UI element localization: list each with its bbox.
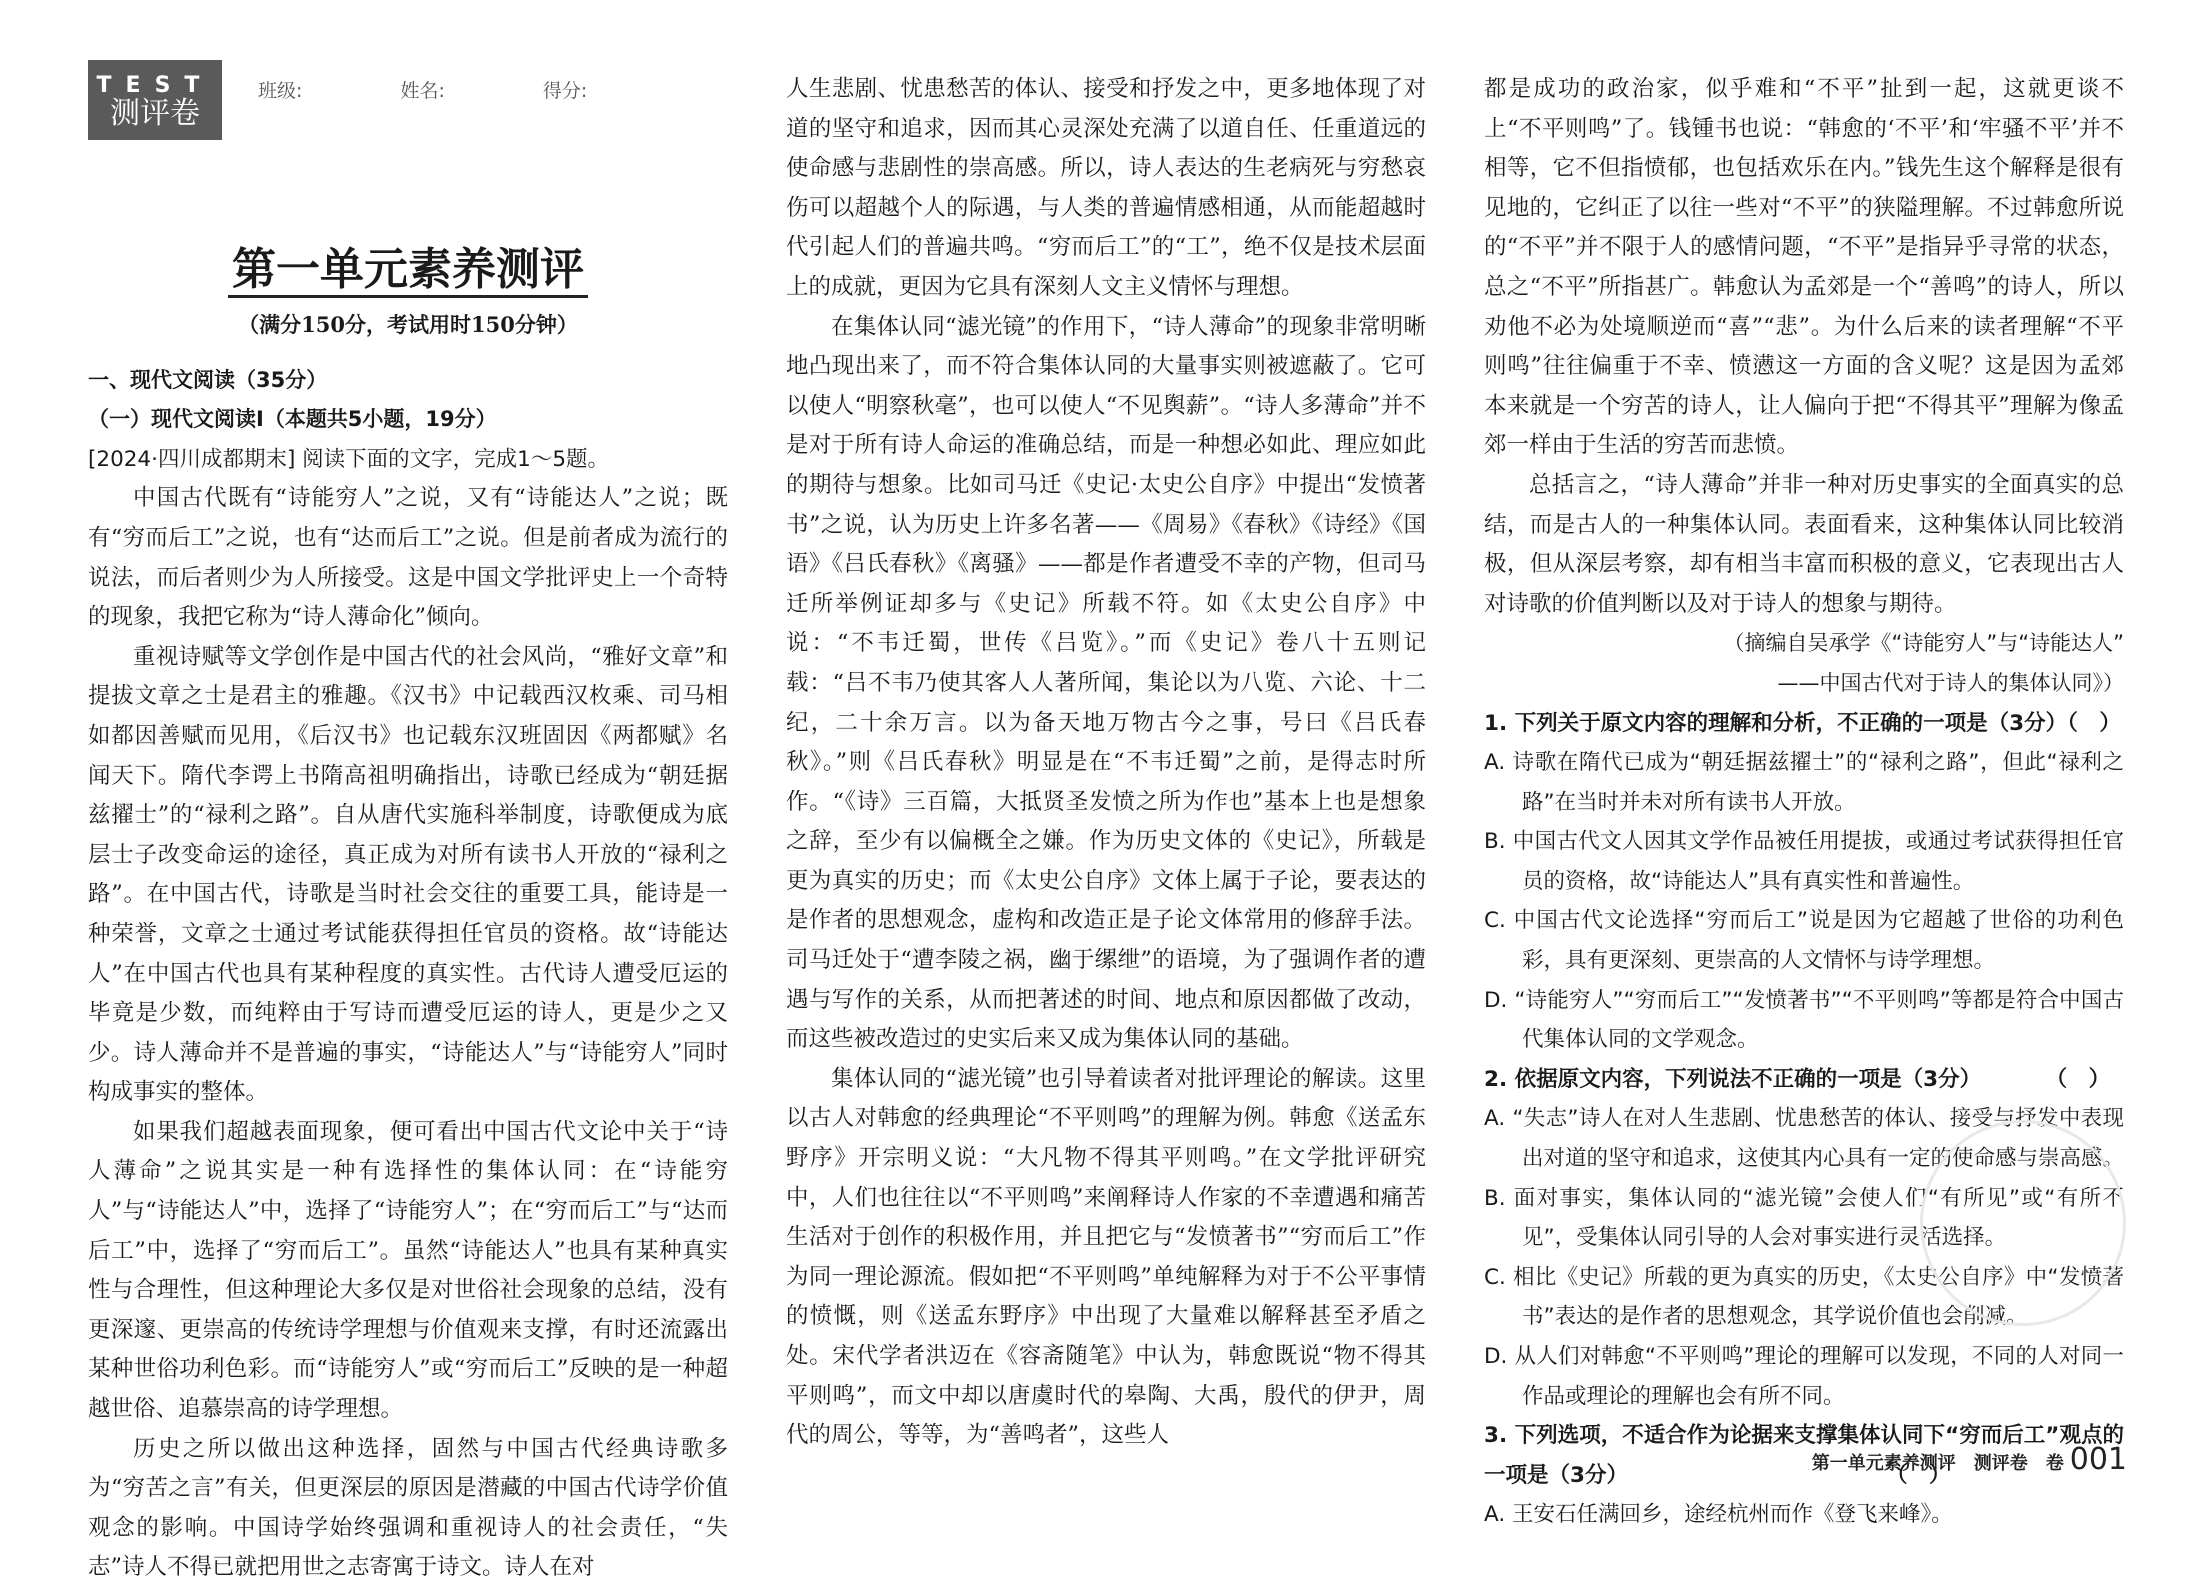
page-footer (1812, 1442, 2127, 1477)
logo-top-text: TEST (96, 73, 214, 98)
logo-name: 测评卷 (110, 96, 200, 131)
score-field-label: 得分: (542, 80, 588, 102)
question-1 (1484, 704, 2124, 1060)
column-left (88, 60, 728, 1588)
question-stem: 2. 依据原文内容，下列说法不正确的一项是（3分） （ ） (1484, 1066, 2111, 1092)
question-option: A. 诗歌在隋代已成为“朝廷据兹擢士”的“禄利之路”，但此“禄利之路”在当时并未对所有读书人开放。 (1484, 750, 2124, 815)
question-option: C. 相比《史记》所载的更为真实的历史，《太史公自序》中“发愤著书”表达的是作者的思想观念，其学说价值也会削减。 (1484, 1264, 2124, 1330)
question-option: A. 王安石任满回乡，途经杭州而作《登飞来峰》。 (1484, 1502, 1953, 1528)
citation-line: （摘编自吴承学《“诗能穷人”与“诗能达人” (1723, 631, 2124, 656)
page-subtitle: （满分150分，考试用时150分钟） (238, 312, 578, 337)
passage-paragraph: 都是成功的政治家，似乎难和“不平”扯到一起，这就更谈不上“不平则鸣”了。钱锺书也说：“韩愈的‘不平’和‘牢骚不平’并不相等，它不但指愤郁，也包括欢乐在内。”钱先生这个解释是很有见地的，它纠正了以往一些对“不平”的狭隘理解。不过韩愈所说的“不平”并不限于人的感情问题，“不平”是指异乎寻常的状态，总之“不平”所指甚广。韩愈认为孟郊是一个“善鸣”的诗人，所以劝他不必为处境顺逆而“喜”“悲”。为什么后来的读者理解“不平则鸣”往往偏重于不幸、愤懑这一方面的含义呢？这是因为孟郊本来就是一个穷苦的诗人，让人偏向于把“不得其平”理解为像孟郊一样由于生活的穷苦而悲愤。 (1484, 76, 2124, 459)
question-stem: 1. 下列关于原文内容的理解和分析，不正确的一项是（3分）（ ） (1484, 710, 2121, 736)
question-option: B. 中国古代文人因其文学作品被任用提拔，或通过考试获得担任官员的资格，故“诗能达人”具有真实性和普遍性。 (1484, 829, 2124, 894)
name-field-label: 姓名: (400, 80, 445, 102)
passage-paragraph: 总括言之，“诗人薄命”并非一种对历史事实的全面真实的总结，而是古人的一种集体认同。表面看来，这种集体认同比较消极，但从深层考察，却有相当丰富而积极的意义，它表现出古人对诗歌的价值判断以及对于诗人的想象与期待。 (1484, 471, 2124, 617)
column-middle (786, 70, 1426, 1456)
question-option: C. 中国古代文论选择“穷而后工”说是因为它超越了世俗的功利色彩，具有更深刻、更崇高的人文情怀与诗学理想。 (1484, 908, 2124, 974)
passage-paragraph: 人生悲剧、忧患愁苦的体认、接受和抒发之中，更多地体现了对道的坚守和追求，因而其心灵深处充满了以道自任、任重道远的使命感与悲剧性的崇高感。所以，诗人表达的生老病死与穷愁哀伤可以超越个人的际遇，与人类的普遍情感相通，从而能超越时代引起人们的普遍共鸣。“穷而后工”的“工”，绝不仅是技术层面上的成就，更因为它具有深刻人文主义情怀与理想。 (786, 76, 1426, 300)
student-fields (258, 72, 679, 112)
test-logo (88, 60, 222, 140)
passage-paragraph: 集体认同的“滤光镜”也引导着读者对批评理论的解读。这里以古人对韩愈的经典理论“不平则鸣”的理解为例。韩愈《送孟东野序》开宗明义说：“大凡物不得其平则鸣。”在文学批评研究中，人们也往往以“不平则鸣”来阐释诗人作家的不幸遭遇和痛苦生活对于创作的积极作用，并且把它与“发愤著书”“穷而后工”作为同一理论源流。假如把“不平则鸣”单纯解释为对于不公平事情的愤慨，则《送孟东野序》中出现了大量难以解释甚至矛盾之处。宋代学者洪迈在《容斋随笔》中认为，韩愈既说“物不得其平则鸣”，而文中却以唐虞时代的皋陶、大禹，殷代的伊尹，周代的周公，等等，为“善鸣者”，这些人 (786, 1065, 1426, 1449)
passage-paragraph: 重视诗赋等文学创作是中国古代的社会风尚，“雅好文章”和提拔文章之士是君主的雅趣。《汉书》中记载西汉枚乘、司马相如都因善赋而见用，《后汉书》也记载东汉班固因《两都赋》名闻天下。隋代李谔上书隋高祖明确指出，诗歌已经成为“朝廷据兹擢士”的“禄利之路”。自从唐代实施科举制度，诗歌便成为底层士子改变命运的途径，真正成为对所有读书人开放的“禄利之路”。在中国古代，诗歌是当时社会交往的重要工具，能诗是一种荣誉，文章之士通过考试能获得担任官员的资格。故“诗能达人”在中国古代也具有某种程度的真实性。古代诗人遭受厄运的毕竟是少数，而纯粹由于写诗而遭受厄运的诗人，更是少之又少。诗人薄命并不是普遍的事实，“诗能达人”与“诗能穷人”同时构成事实的整体。 (88, 643, 728, 1106)
class-field-label: 班级: (258, 80, 303, 102)
question-option: D. 从人们对韩愈“不平则鸣”理论的理解可以发现，不同的人对同一作品或理论的理解也会有所不同。 (1484, 1344, 2124, 1409)
question-option: B. 面对事实，集体认同的“滤光镜”会使人们“有所见”或“有所不见”，受集体认同引导的人会对事实进行灵活选择。 (1484, 1185, 2124, 1251)
question-option: D. “诗能穷人”“穷而后工”“发愤著书”“不平则鸣”等都是符合中国古代集体认同的文学观念。 (1484, 987, 2124, 1053)
question-stem: 3. 下列选项，不适合作为论据来支撑集体认同下“穷而后工”观点的一项是（3分） （ ） (1484, 1423, 2124, 1488)
passage-paragraph: 在集体认同“滤光镜”的作用下，“诗人薄命”的现象非常明晰地凸现出来了，而不符合集体认同的大量事实则被遮蔽了。它可以使人“明察秋毫”，也可以使人“不见舆薪”。“诗人多薄命”并不是对于所有诗人命运的准确总结，而是一种想必如此、理应如此的期待与想象。比如司马迁《史记·太史公自序》中提出“发愤著书”之说，认为历史上许多名著——《周易》《春秋》《诗经》《国语》《吕氏春秋》《离骚》——都是作者遭受不幸的产物，但司马迁所举例证却多与《史记》所载不符。如《太史公自序》中说：“不韦迁蜀，世传《吕览》。”而《史记》卷八十五则记载：“吕不韦乃使其客人人著所闻，集论以为八览、六论、十二纪，二十余万言。以为备天地万物古今之事，号曰《吕氏春秋》。”则《吕氏春秋》明显是在“不韦迁蜀”之前，是得志时所作。“《诗》三百篇，大抵贤圣发愤之所为作也”基本上也是想象之辞，至少有以偏概全之嫌。作为历史文体的《史记》，所载是更为真实的历史；而《太史公自序》文体上属于子论，要表达的是作者的思想观念，虚构和改造正是子论文体常用的修辞手法。司马迁处于“遭李陵之祸，幽于缧绁”的语境，为了强调作者的遭遇与写作的关系，从而把著述的时间、地点和原因都做了改动，而这些被改造过的史实后来又成为集体认同的基础。 (786, 313, 1426, 1053)
page-title: 第一单元素养测评 (88, 241, 728, 299)
watermark-stamp-icon (1920, 1120, 2126, 1326)
question-option: A. “失志”诗人在对人生悲剧、忧患愁苦的体认、接受与抒发中表现出对道的坚守和追求，这使其内心具有一定的使命感与崇高感。 (1484, 1106, 2125, 1172)
passage-paragraph: 如果我们超越表面现象，便可看出中国古代文论中关于“诗人薄命”之说其实是一种有选择性的集体认同：在“诗能穷人”与“诗能达人”中，选择了“诗能穷人”；在“穷而后工”与“达而后工”中，选择了“穷而后工”。虽然“诗能达人”也具有某种真实性与合理性，但这种理论大多仅是对世俗社会现象的总结，没有更深邃、更崇高的传统诗学理想与价值观来支撑，有时还流露出某种世俗功利色彩。而“诗能穷人”或“穷而后工”反映的是一种超越世俗、追慕崇高的诗学理想。 (88, 1118, 728, 1423)
page-header (88, 60, 728, 155)
page-number: 001 (2069, 1442, 2127, 1477)
section-heading: 一、现代文阅读（35分） (88, 367, 328, 392)
citation-line: ——中国古代对于诗人的集体认同》） (1777, 670, 2124, 695)
subsection-heading: （一）现代文阅读Ⅰ（本题共5小题，19分） (88, 407, 497, 432)
passage-paragraph: 历史之所以做出这种选择，固然与中国古代经典诗歌多为“穷苦之言”有关，但更深层的原因是潜藏的中国古代诗学价值观念的影响。中国诗学始终强调和重视诗人的社会责任，“失志”诗人不得已就把用世之志寄寓于诗文。诗人在对 (88, 1435, 728, 1581)
source-line: [2024·四川成都期末] 阅读下面的文字，完成1～5题。 (88, 446, 610, 472)
footer-label: 第一单元素养测评 测评卷 卷 (1811, 1453, 2064, 1474)
passage-paragraph: 中国古代既有“诗能穷人”之说，又有“诗能达人”之说；既有“穷而后工”之说，也有“达而后工”之说。但是前者成为流行的说法，而后者则少为人所接受。这是中国文学批评史上一个奇特的现象，我把它称为“诗人薄命化”倾向。 (88, 485, 728, 631)
